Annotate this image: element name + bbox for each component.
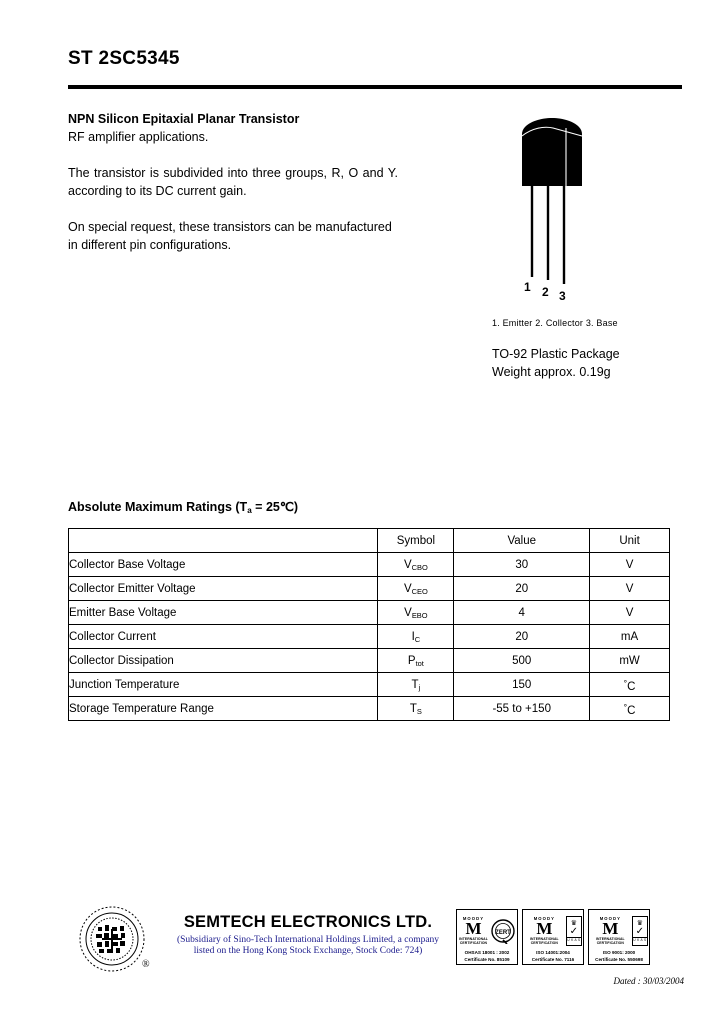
ratings-title <box>68 499 298 514</box>
symbol-base: P <box>407 654 416 667</box>
to92-package-diagram <box>480 112 680 302</box>
cell-unit: V <box>590 553 670 577</box>
pin-legend: 1. Emitter 2. Collector 3. Base <box>492 318 618 328</box>
absolute-maximum-ratings-table <box>68 528 670 721</box>
badge-graphic <box>458 912 516 950</box>
semtech-logo-svg <box>72 903 158 977</box>
cell-parameter: Emitter Base Voltage <box>69 601 378 625</box>
checkmark-icon: ✓ <box>635 926 645 937</box>
semtech-logo <box>72 903 158 977</box>
symbol-base: V <box>404 606 412 619</box>
table-row <box>69 601 670 625</box>
crown-icon: ♛ <box>636 920 643 927</box>
table-row <box>69 577 670 601</box>
ratings-title-subscript: a <box>247 506 252 516</box>
symbol-base: I <box>411 630 415 643</box>
certification-badge <box>522 909 584 965</box>
symbol-subscript: EBO <box>411 610 428 620</box>
table-row <box>69 697 670 721</box>
column-header-unit: Unit <box>590 529 670 553</box>
cell-parameter: Collector Dissipation <box>69 649 378 673</box>
cell-parameter: Collector Current <box>69 625 378 649</box>
cell-unit: mA <box>590 625 670 649</box>
cell-value: 4 <box>454 601 590 625</box>
description-paragraph-1: The transistor is subdivided into three groups, R, O and Y. according to its DC current gain. <box>68 166 398 198</box>
symbol-subscript: CEO <box>411 586 428 596</box>
certification-badge <box>456 909 518 965</box>
ukas-accreditation-icon <box>566 916 582 946</box>
header-divider <box>68 85 682 89</box>
checkmark-icon: ✓ <box>569 926 579 937</box>
badge-graphic <box>590 912 648 950</box>
cell-parameter: Collector Emitter Voltage <box>69 577 378 601</box>
package-svg <box>480 112 680 302</box>
ratings-title-suffix: = 25℃) <box>251 500 299 514</box>
cell-value: 500 <box>454 649 590 673</box>
cell-symbol <box>378 649 454 673</box>
description-paragraph-2: On special request, these transistors can be manufactured in different pin configurations. <box>68 220 392 252</box>
ukas-label: U K A S <box>633 938 647 942</box>
symbol-base: V <box>403 558 412 571</box>
cell-symbol <box>378 697 454 721</box>
symbol-base: V <box>403 582 412 595</box>
table-header-row <box>69 529 670 553</box>
moody-brand-sublabel: INTERNATIONAL CERTIFICATION <box>529 936 559 946</box>
svg-text:ZERT: ZERT <box>495 930 511 936</box>
spacer <box>68 146 398 164</box>
cell-symbol <box>378 553 454 577</box>
cell-parameter: Storage Temperature Range <box>69 697 378 721</box>
pin-number-2: 2 <box>542 285 549 299</box>
cell-symbol <box>378 601 454 625</box>
certification-badges <box>456 909 650 965</box>
table-row <box>69 649 670 673</box>
moody-mark <box>458 917 489 946</box>
cell-unit: mW <box>590 649 670 673</box>
cell-parameter: Collector Base Voltage <box>69 553 378 577</box>
ukas-accreditation-icon <box>632 916 648 946</box>
degree-symbol: ° <box>623 677 628 688</box>
certification-standard: ISO 14001:2004 <box>536 950 570 955</box>
badge-graphic <box>524 912 582 950</box>
table-row <box>69 553 670 577</box>
certification-badge <box>588 909 650 965</box>
symbol-subscript: CBO <box>411 562 428 572</box>
document-date: Dated : 30/03/2004 <box>613 976 684 986</box>
pin-number-1: 1 <box>524 280 531 294</box>
company-block <box>168 913 448 957</box>
description-block <box>68 110 398 254</box>
package-weight: Weight approx. 0.19g <box>492 365 611 379</box>
spacer <box>68 200 398 218</box>
pin-number-3: 3 <box>559 289 566 303</box>
moody-brand-label: MOODY <box>599 915 622 921</box>
ratings-title-prefix: Absolute Maximum Ratings (T <box>68 500 248 514</box>
certification-standard: OHSAS 18001 : 2002 <box>464 950 510 955</box>
crown-icon: ♛ <box>570 920 577 927</box>
certificate-number: Certificate No. 550698 <box>595 957 643 962</box>
package-name: TO-92 Plastic Package <box>492 347 620 361</box>
cell-value: -55 to +150 <box>454 697 590 721</box>
column-header-symbol: Symbol <box>378 529 454 553</box>
svg-text:®: ® <box>142 959 150 970</box>
subsidiary-line-2: listed on the Hong Kong Stock Exchange, Stock Code: 724) <box>193 946 423 956</box>
cell-unit: °C <box>590 697 670 721</box>
symbol-subscript: C <box>414 634 421 644</box>
company-subsidiary <box>168 935 448 957</box>
ratings-table-body <box>69 553 670 721</box>
symbol-subscript: j <box>418 682 421 692</box>
symbol-base: T <box>411 678 419 691</box>
symbol-base: T <box>409 702 417 715</box>
column-header-value: Value <box>454 529 590 553</box>
cell-unit: °C <box>590 673 670 697</box>
zert-seal-icon <box>490 918 516 944</box>
moody-brand-sublabel: INTERNATIONAL CERTIFICATION <box>459 936 488 946</box>
moody-brand-label: MOODY <box>533 915 556 921</box>
certificate-number: Certificate No. 85109 <box>464 957 510 962</box>
cell-symbol <box>378 625 454 649</box>
moody-m-icon: M <box>536 918 553 938</box>
cell-unit: V <box>590 601 670 625</box>
cell-value: 20 <box>454 577 590 601</box>
moody-m-icon: M <box>602 918 619 938</box>
cell-symbol <box>378 577 454 601</box>
subsidiary-line-1: (Subsidiary of Sino-Tech International Holdings Limited, a company <box>176 935 440 945</box>
page-title: ST 2SC5345 <box>68 48 180 69</box>
certificate-number: Certificate No. 7116 <box>531 957 575 962</box>
table-row <box>69 625 670 649</box>
company-name: SEMTECH ELECTRONICS LTD. <box>183 913 433 931</box>
moody-mark <box>524 917 565 946</box>
cell-value: 30 <box>454 553 590 577</box>
cell-parameter: Junction Temperature <box>69 673 378 697</box>
ukas-label: U K A S <box>567 938 581 942</box>
description-heading: NPN Silicon Epitaxial Planar Transistor <box>68 112 300 126</box>
cell-value: 20 <box>454 625 590 649</box>
column-header-parameter <box>69 529 378 553</box>
package-info <box>492 345 620 381</box>
description-subheading: RF amplifier applications. <box>68 130 209 144</box>
moody-mark <box>590 917 631 946</box>
table-row <box>69 673 670 697</box>
certification-standard: ISO 9001: 2000 <box>602 950 636 955</box>
moody-brand-sublabel: INTERNATIONAL CERTIFICATION <box>595 936 625 946</box>
moody-brand-label: MOODY <box>462 915 485 921</box>
cell-symbol <box>378 673 454 697</box>
symbol-subscript: tot <box>415 658 424 668</box>
cell-value: 150 <box>454 673 590 697</box>
cell-unit: V <box>590 577 670 601</box>
moody-m-icon: M <box>465 918 482 938</box>
symbol-subscript: S <box>416 706 422 716</box>
degree-symbol: ° <box>623 701 628 712</box>
